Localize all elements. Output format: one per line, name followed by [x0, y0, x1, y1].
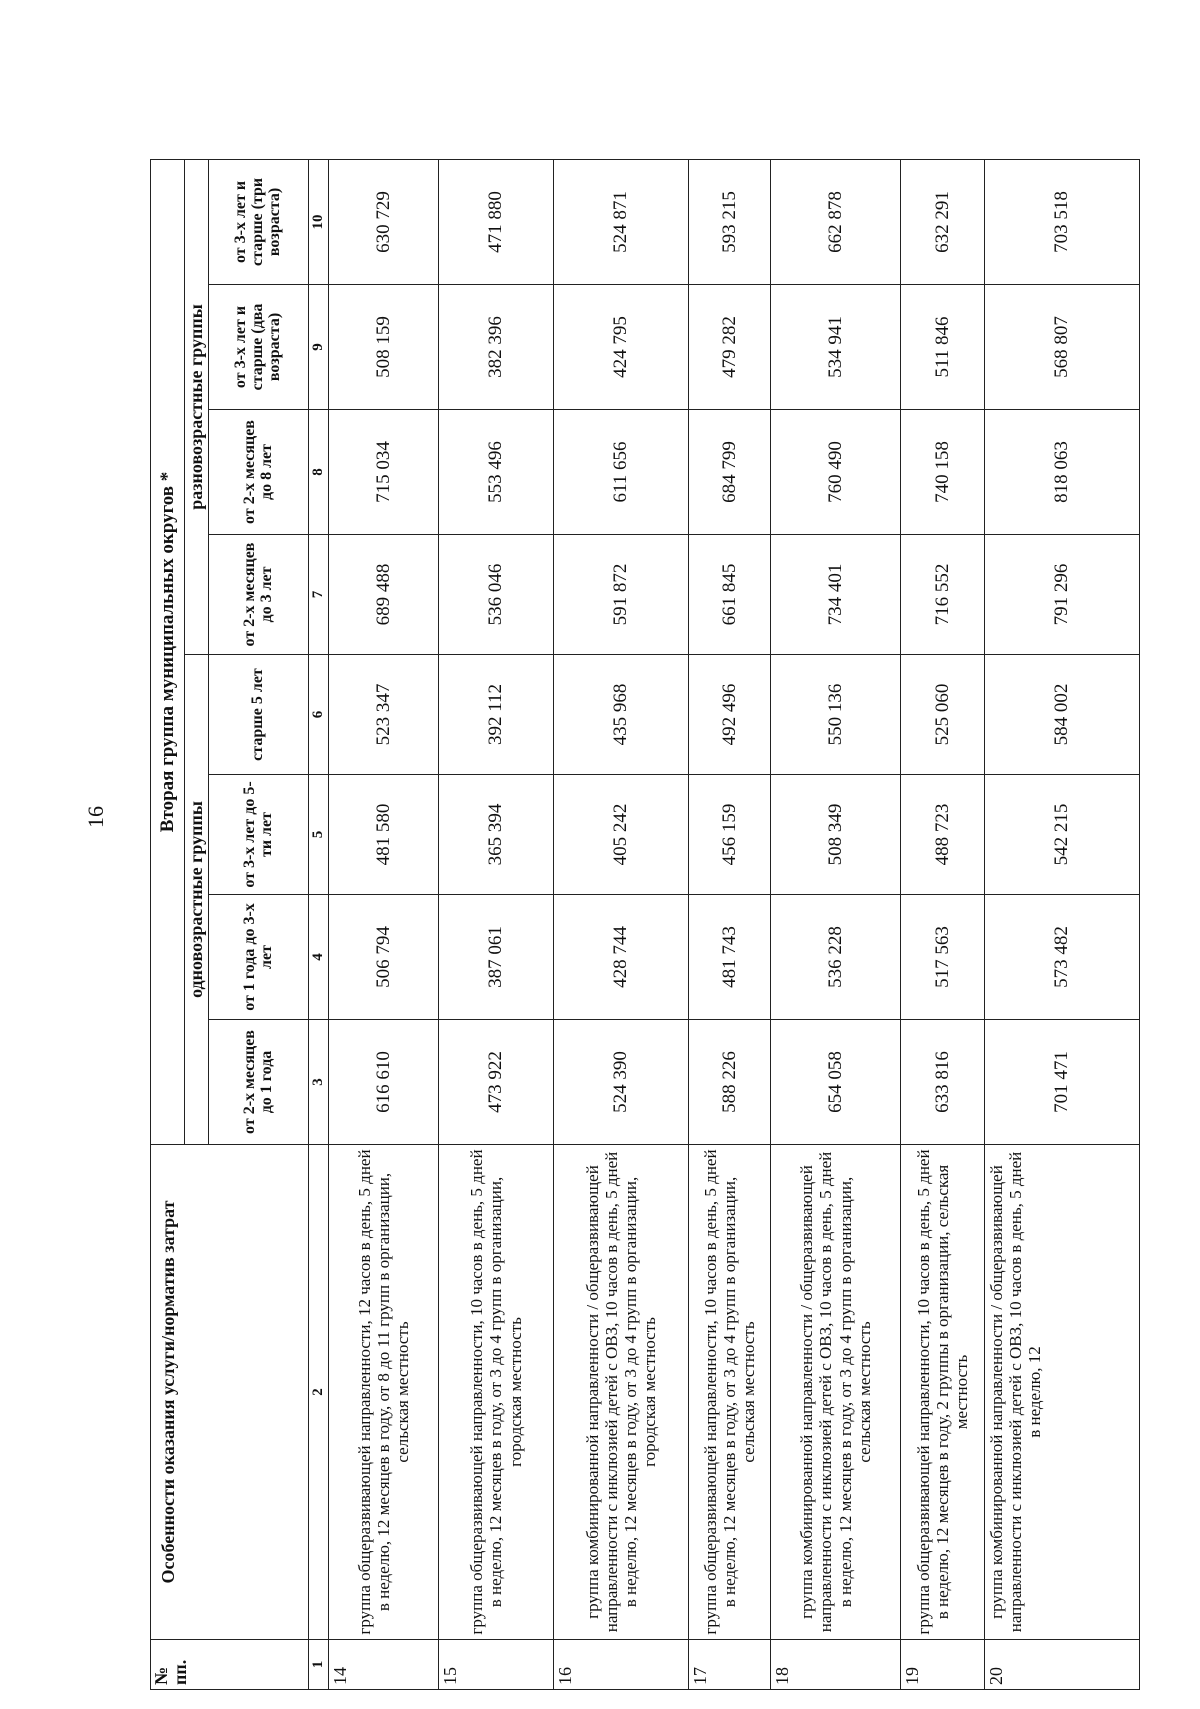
row-number: 18 [771, 1640, 901, 1690]
cell-value: 525 060 [901, 655, 985, 775]
cell-value: 506 794 [329, 895, 439, 1020]
cell-value: 661 845 [689, 535, 771, 655]
header-description: Особенности оказания услуги/норматив затрат [151, 1145, 309, 1640]
cell-value: 488 723 [901, 775, 985, 895]
row-description: группа общеразвивающей направленности, 10 часов в день, 5 дней в неделю, 12 месяцев в году, от 3 до 4 групп в организации, сельская местность [689, 1145, 771, 1640]
table-row [439, 159, 554, 1689]
table-row [771, 159, 901, 1689]
header-col-8: от 2-х месяцев до 8 лет [209, 410, 309, 535]
cell-value: 662 878 [771, 159, 901, 284]
cell-value: 382 396 [439, 285, 554, 410]
header-multi-age-groups: разновозрастные группы [185, 159, 209, 654]
cell-value: 715 034 [329, 410, 439, 535]
cell-value: 481 580 [329, 775, 439, 895]
header-col-4: от 1 года до 3-х лет [209, 895, 309, 1020]
cell-value: 740 158 [901, 410, 985, 535]
cell-value: 517 563 [901, 895, 985, 1020]
cell-value: 593 215 [689, 159, 771, 284]
header-col-10: от 3-х лет и старше (три возраста) [209, 159, 309, 284]
cell-value: 524 390 [554, 1020, 689, 1145]
cell-value: 760 490 [771, 410, 901, 535]
row-number: 16 [554, 1640, 689, 1690]
cell-value: 591 872 [554, 535, 689, 655]
cell-value: 568 807 [985, 285, 1140, 410]
table-row [901, 159, 985, 1689]
row-number: 19 [901, 1640, 985, 1690]
cell-value: 703 518 [985, 159, 1140, 284]
cell-value: 471 880 [439, 159, 554, 284]
cell-value: 524 871 [554, 159, 689, 284]
column-index-row [309, 159, 329, 1689]
column-index: 6 [309, 655, 329, 775]
cell-value: 392 112 [439, 655, 554, 775]
page-number: 16 [83, 806, 108, 828]
cell-value: 473 922 [439, 1020, 554, 1145]
header-col-5: от 3-х лет до 5-ти лет [209, 775, 309, 895]
cell-value: 536 228 [771, 895, 901, 1020]
cell-value: 424 795 [554, 285, 689, 410]
row-description: группа комбинированной направленности / общеразвивающей направленности с инклюзией детей с ОВЗ, 10 часов в день, 5 дней в неделю, 12 [985, 1145, 1140, 1640]
row-number: 15 [439, 1640, 554, 1690]
cell-value: 387 061 [439, 895, 554, 1020]
header-second-group: Вторая группа муниципальных округов * [151, 159, 185, 1144]
cell-value: 553 496 [439, 410, 554, 535]
table-row [329, 159, 439, 1689]
cell-value: 428 744 [554, 895, 689, 1020]
cell-value: 365 394 [439, 775, 554, 895]
column-index: 9 [309, 285, 329, 410]
cell-value: 435 968 [554, 655, 689, 775]
row-description: группа комбинированной направленности / общеразвивающей направленности с инклюзией детей с ОВЗ, 10 часов в день, 5 дней в неделю, 12 месяцев в году, от 3 до 4 групп в организации, городская местность [554, 1145, 689, 1640]
cell-value: 633 816 [901, 1020, 985, 1145]
table-row [689, 159, 771, 1689]
cell-value: 701 471 [985, 1020, 1140, 1145]
column-index: 10 [309, 159, 329, 284]
cell-value: 791 296 [985, 535, 1140, 655]
cell-value: 536 046 [439, 535, 554, 655]
header-col-3: от 2-х месяцев до 1 года [209, 1020, 309, 1145]
row-description: группа общеразвивающей направленности, 12 часов в день, 5 дней в неделю, 12 месяцев в году, от 8 до 11 групп в организации, сельская местность [329, 1145, 439, 1640]
cell-value: 654 058 [771, 1020, 901, 1145]
header-col-6: старше 5 лет [209, 655, 309, 775]
column-index: 7 [309, 535, 329, 655]
cell-value: 684 799 [689, 410, 771, 535]
cell-value: 481 743 [689, 895, 771, 1020]
column-index: 2 [309, 1145, 329, 1640]
row-description: группа общеразвивающей направленности, 10 часов в день, 5 дней в неделю, 12 месяцев в году, от 3 до 4 групп в организации, городская местность [439, 1145, 554, 1640]
column-index: 3 [309, 1020, 329, 1145]
column-index: 5 [309, 775, 329, 895]
cell-value: 492 496 [689, 655, 771, 775]
cell-value: 550 136 [771, 655, 901, 775]
header-number: № пп. [151, 1640, 309, 1690]
cost-norms-table [150, 159, 1140, 1690]
row-number: 14 [329, 1640, 439, 1690]
column-index: 1 [309, 1640, 329, 1690]
cell-value: 716 552 [901, 535, 985, 655]
table-row [554, 159, 689, 1689]
cell-value: 479 282 [689, 285, 771, 410]
cell-value: 689 488 [329, 535, 439, 655]
cell-value: 632 291 [901, 159, 985, 284]
row-description: группа комбинированной направленности / общеразвивающей направленности с инклюзией детей с ОВЗ, 10 часов в день, 5 дней в неделю, 12 месяцев в году, от 3 до 4 групп в организации, сельская местность [771, 1145, 901, 1640]
cell-value: 508 159 [329, 285, 439, 410]
cell-value: 456 159 [689, 775, 771, 895]
cell-value: 734 401 [771, 535, 901, 655]
cell-value: 630 729 [329, 159, 439, 284]
column-index: 4 [309, 895, 329, 1020]
cell-value: 523 347 [329, 655, 439, 775]
cell-value: 573 482 [985, 895, 1140, 1020]
cell-value: 818 063 [985, 410, 1140, 535]
row-number: 20 [985, 1640, 1140, 1690]
header-col-7: от 2-х месяцев до 3 лет [209, 535, 309, 655]
table-row [985, 159, 1140, 1689]
row-description: группа общеразвивающей направленности, 10 часов в день, 5 дней в неделю, 12 месяцев в году, 2 группы в организации, сельская местность [901, 1145, 985, 1640]
header-single-age-groups: одновозрастные группы [185, 655, 209, 1145]
cell-value: 542 215 [985, 775, 1140, 895]
header-col-9: от 3-х лет и старше (два возраста) [209, 285, 309, 410]
cell-value: 588 226 [689, 1020, 771, 1145]
cell-value: 616 610 [329, 1020, 439, 1145]
cell-value: 611 656 [554, 410, 689, 535]
cell-value: 584 002 [985, 655, 1140, 775]
row-number: 17 [689, 1640, 771, 1690]
cell-value: 405 242 [554, 775, 689, 895]
cell-value: 508 349 [771, 775, 901, 895]
cell-value: 534 941 [771, 285, 901, 410]
column-index: 8 [309, 410, 329, 535]
cell-value: 511 846 [901, 285, 985, 410]
rotated-table-container [150, 160, 1140, 1690]
